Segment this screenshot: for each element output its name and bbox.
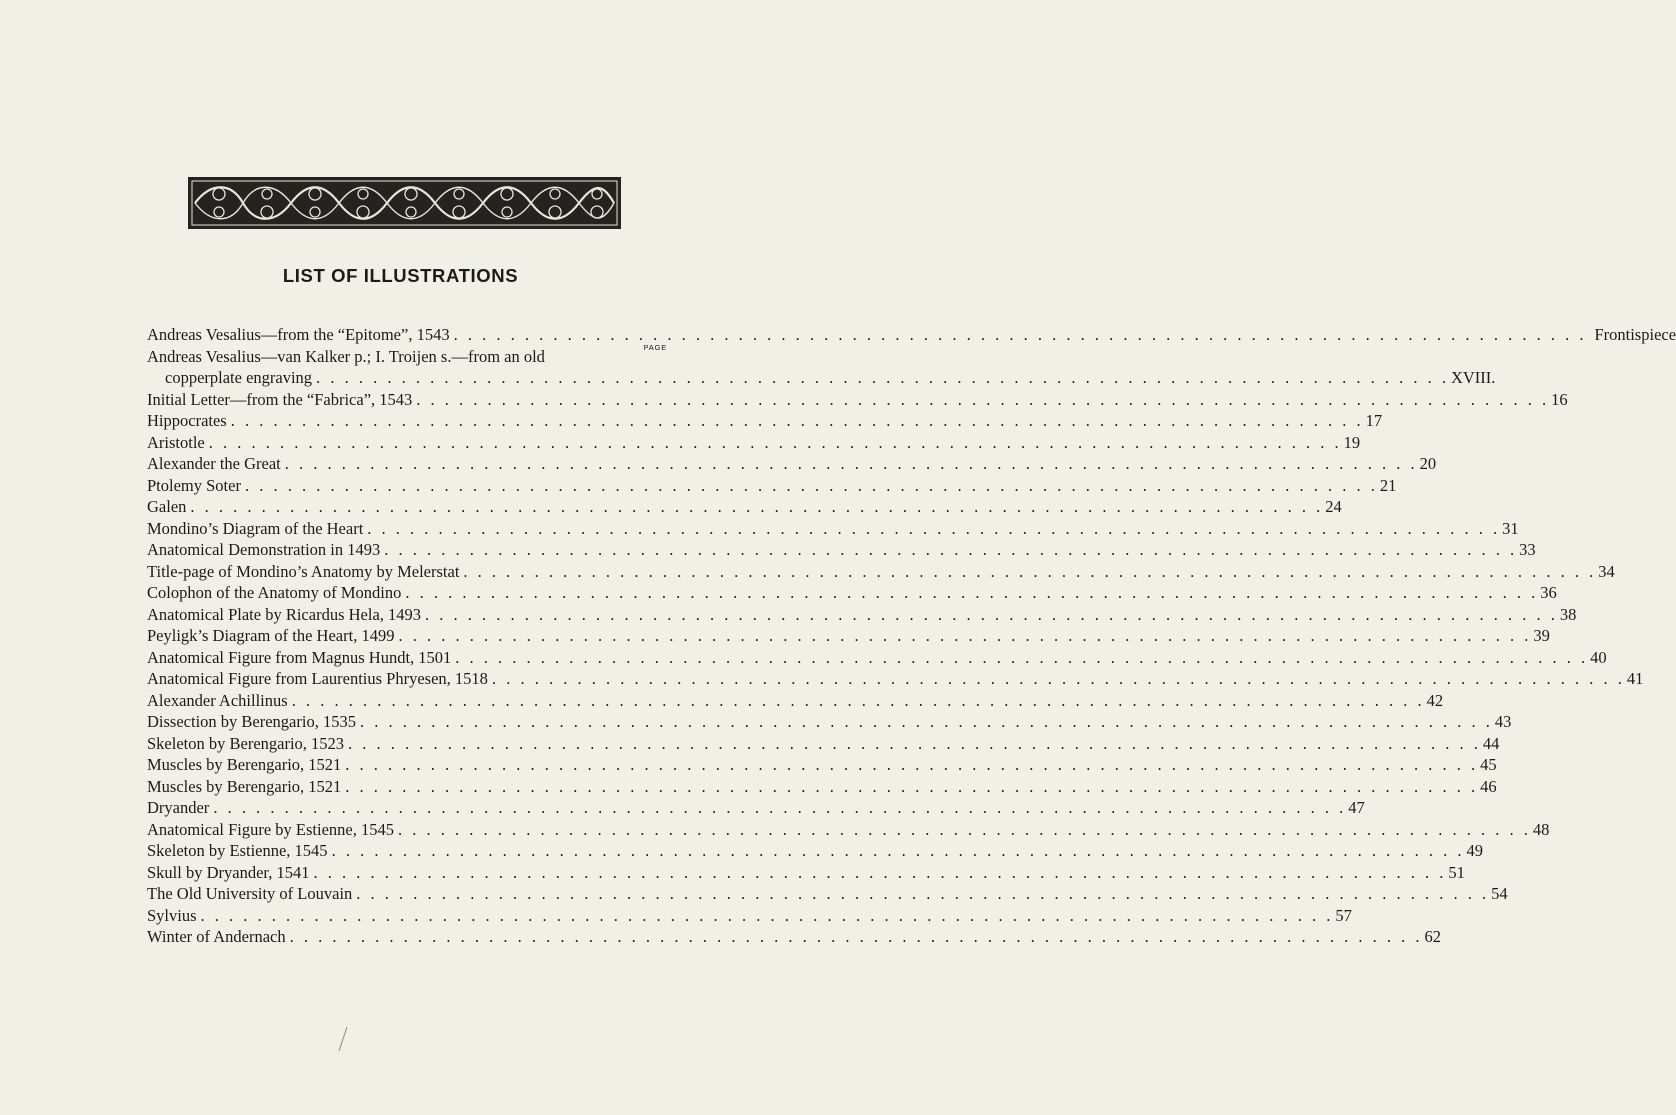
page-column-heading: PAGE <box>643 343 667 352</box>
leader-dots: . . . . . . . . . . . . . . . . . . . . . . . . . . . . . . . . . . . . . . . . . . . . . . . . . . . . . . . . . . . . . . . . . . . . . . . . . . . . . . . . <box>455 647 1589 667</box>
leader-dots: . . . . . . . . . . . . . . . . . . . . . . . . . . . . . . . . . . . . . . . . . . . . . . . . . . . . . . . . . . . . . . . . . . . . . . . . . . . . . . . . <box>316 368 1449 387</box>
list-item-label: The Old University of Louvain <box>147 884 353 903</box>
list-item <box>147 905 1352 927</box>
leader-dots: . . . . . . . . . . . . . . . . . . . . . . . . . . . . . . . . . . . . . . . . . . . . . . . . . . . . . . . . . . . . . . . . . . . . . . . . . . . . . . . . <box>463 561 1597 581</box>
list-item-page: 39 <box>1533 626 1550 645</box>
list-item <box>147 389 1568 411</box>
list-item-page: 51 <box>1448 862 1465 882</box>
list-item-page: 41 <box>1626 669 1644 688</box>
list-item <box>147 518 1519 540</box>
leader-dots: . . . . . . . . . . . . . . . . . . . . . . . . . . . . . . . . . . . . . . . . . . . . . . . . . . . . . . . . . . . . . . . . . . . . . . . . . . . . . . . . <box>313 862 1447 882</box>
list-item <box>147 582 1557 604</box>
list-item-page: 47 <box>1348 798 1365 817</box>
list-item-label: Winter of Andernach <box>147 927 286 946</box>
leader-dots: . . . . . . . . . . . . . . . . . . . . . . . . . . . . . . . . . . . . . . . . . . . . . . . . . . . . . . . . . . . . . . . . . . . . . . . . . . . . . . . . <box>291 690 1425 710</box>
list-item-page: 48 <box>1532 819 1550 839</box>
list-item-label: Peyligk’s Diagram of the Heart, 1499 <box>147 626 395 645</box>
list-item-page: 38 <box>1559 604 1577 624</box>
list-item-page: 33 <box>1519 540 1536 559</box>
list-item <box>147 819 1550 841</box>
leader-dots: . . . . . . . . . . . . . . . . . . . . . . . . . . . . . . . . . . . . . . . . . . . . . . . . . . . . . . . . . . . . . . . . . . . . . . . . . . . . . . . . <box>345 776 1479 796</box>
list-item <box>147 797 1365 819</box>
list-item-page: 62 <box>1424 927 1441 946</box>
leader-dots: . . . . . . . . . . . . . . . . . . . . . . . . . . . . . . . . . . . . . . . . . . . . . . . . . . . . . . . . . . . . . . . . . . . . . . . . . . . . . . . . <box>367 518 1501 538</box>
list-item-label: Anatomical Figure from Laurentius Phryesen, 1518 <box>147 669 488 688</box>
leader-dots: . . . . . . . . . . . . . . . . . . . . . . . . . . . . . . . . . . . . . . . . . . . . . . . . . . . . . . . . . . . . . . . . . . . . . . . . . . . . . . . . <box>359 712 1493 731</box>
list-item <box>147 754 1497 776</box>
list-item-page: 44 <box>1482 733 1500 753</box>
leader-dots: . . . . . . . . . . . . . . . . . . . . . . . . . . . . . . . . . . . . . . . . . . . . . . . . . . . . . . . . . . . . . . . . . . . . . . . . . . . . . . . . <box>230 411 1364 430</box>
list-item-label: Aristotle <box>147 432 205 452</box>
leader-dots: . . . . . . . . . . . . . . . . . . . . . . . . . . . . . . . . . . . . . . . . . . . . . . . . . . . . . . . . . . . . . . . . . . . . . . . . . . . . . . . . <box>398 626 1532 645</box>
leader-dots: . . . . . . . . . . . . . . . . . . . . . . . . . . . . . . . . . . . . . . . . . . . . . . . . . . . . . . . . . . . . . . . . . . . . . . . . . . . . . . . . <box>208 432 1342 452</box>
list-item <box>147 776 1497 798</box>
list-item-label: Sylvius <box>147 905 197 925</box>
list-item-page: 57 <box>1335 905 1352 925</box>
stray-pencil-mark-icon <box>337 1026 349 1052</box>
list-item <box>147 604 1577 626</box>
leader-dots: . . . . . . . . . . . . . . . . . . . . . . . . . . . . . . . . . . . . . . . . . . . . . . . . . . . . . . . . . . . . . . . . . . . . . . . . . . . . . . . . <box>405 583 1539 602</box>
leader-dots: . . . . . . . . . . . . . . . . . . . . . . . . . . . . . . . . . . . . . . . . . . . . . . . . . . . . . . . . . . . . . . . . . . . . . . . . . . . . . . . . <box>384 540 1518 559</box>
list-item-page: 24 <box>1325 497 1342 516</box>
list-item-label: Dissection by Berengario, 1535 <box>147 712 356 731</box>
list-item <box>147 432 1361 454</box>
list-item-label: Initial Letter—from the “Fabrica”, 1543 <box>147 389 413 409</box>
leader-dots: . . . . . . . . . . . . . . . . . . . . . . . . . . . . . . . . . . . . . . . . . . . . . . . . . . . . . . . . . . . . . . . . . . . . . . . . . . . . . . . . <box>453 325 1587 344</box>
page-title: LIST OF ILLUSTRATIONS <box>282 265 519 286</box>
list-item <box>147 625 1550 647</box>
list-item-label: Muscles by Berengario, 1521 <box>147 776 342 796</box>
list-item-label: Andreas Vesalius—van Kalker p.; I. Troijen s.—from an old <box>147 346 545 366</box>
leader-dots: . . . . . . . . . . . . . . . . . . . . . . . . . . . . . . . . . . . . . . . . . . . . . . . . . . . . . . . . . . . . . . . . . . . . . . . . . . . . . . . . <box>289 927 1423 946</box>
list-item <box>147 711 1512 733</box>
leader-dots: . . . . . . . . . . . . . . . . . . . . . . . . . . . . . . . . . . . . . . . . . . . . . . . . . . . . . . . . . . . . . . . . . . . . . . . . . . . . . . . . <box>416 389 1550 409</box>
leader-dots: . . . . . . . . . . . . . . . . . . . . . . . . . . . . . . . . . . . . . . . . . . . . . . . . . . . . . . . . . . . . . . . . . . . . . . . . . . . . . . . . <box>190 497 1324 516</box>
list-item <box>147 561 1615 583</box>
list-item-page: 16 <box>1551 389 1568 409</box>
list-item <box>147 840 1483 862</box>
list-item-page: XVIII. <box>1450 368 1496 387</box>
list-item-label: Muscles by Berengario, 1521 <box>147 755 342 774</box>
list-item <box>147 647 1607 669</box>
leader-dots: . . . . . . . . . . . . . . . . . . . . . . . . . . . . . . . . . . . . . . . . . . . . . . . . . . . . . . . . . . . . . . . . . . . . . . . . . . . . . . . . <box>331 841 1465 860</box>
list-item-page: 49 <box>1466 841 1483 860</box>
leader-dots: . . . . . . . . . . . . . . . . . . . . . . . . . . . . . . . . . . . . . . . . . . . . . . . . . . . . . . . . . . . . . . . . . . . . . . . . . . . . . . . . <box>425 604 1558 624</box>
list-item-page: 42 <box>1426 690 1444 710</box>
leader-dots: . . . . . . . . . . . . . . . . . . . . . . . . . . . . . . . . . . . . . . . . . . . . . . . . . . . . . . . . . . . . . . . . . . . . . . . . . . . . . . . . <box>348 733 1481 753</box>
leader-dots: . . . . . . . . . . . . . . . . . . . . . . . . . . . . . . . . . . . . . . . . . . . . . . . . . . . . . . . . . . . . . . . . . . . . . . . . . . . . . . . . <box>491 669 1625 688</box>
leader-dots: . . . . . . . . . . . . . . . . . . . . . . . . . . . . . . . . . . . . . . . . . . . . . . . . . . . . . . . . . . . . . . . . . . . . . . . . . . . . . . . . <box>200 905 1334 925</box>
list-item-page: 21 <box>1379 475 1397 495</box>
list-item <box>147 410 1383 432</box>
list-item <box>147 883 1508 905</box>
list-item <box>147 475 1397 497</box>
list-item-page: 20 <box>1419 454 1437 473</box>
list-item-page: Frontispiece <box>1594 325 1676 344</box>
list-item-label: Anatomical Figure by Estienne, 1545 <box>147 819 394 839</box>
list-item-page: 46 <box>1480 776 1497 796</box>
list-item <box>147 453 1437 475</box>
list-item <box>147 324 1676 346</box>
ornamental-banner-icon <box>188 177 621 229</box>
list-item <box>147 733 1500 755</box>
list-item-label: Anatomical Plate by Ricardus Hela, 1493 <box>147 604 422 624</box>
list-item <box>147 926 1441 948</box>
leader-dots: . . . . . . . . . . . . . . . . . . . . . . . . . . . . . . . . . . . . . . . . . . . . . . . . . . . . . . . . . . . . . . . . . . . . . . . . . . . . . . . . <box>356 884 1490 903</box>
list-item-page: 19 <box>1343 432 1361 452</box>
list-item-label: Galen <box>147 497 187 516</box>
list-item <box>147 668 1644 690</box>
list-item-label: Mondino’s Diagram of the Heart <box>147 518 364 538</box>
list-item-label-continued: copperplate engraving <box>165 368 313 387</box>
list-item-page: 40 <box>1590 647 1607 667</box>
list-item <box>147 539 1536 561</box>
list-item-label: Ptolemy Soter <box>147 475 241 495</box>
list-item-page: 45 <box>1480 755 1497 774</box>
illustrations-list <box>147 324 1676 948</box>
list-item <box>147 862 1465 884</box>
list-item-label: Skeleton by Berengario, 1523 <box>147 733 345 753</box>
list-item <box>147 690 1444 712</box>
list-item-page: 34 <box>1598 561 1615 581</box>
list-item <box>147 496 1342 518</box>
list-item-label: Colophon of the Anatomy of Mondino <box>147 583 402 602</box>
leader-dots: . . . . . . . . . . . . . . . . . . . . . . . . . . . . . . . . . . . . . . . . . . . . . . . . . . . . . . . . . . . . . . . . . . . . . . . . . . . . . . . . <box>244 475 1378 495</box>
list-item-page: 43 <box>1494 712 1512 731</box>
list-item-label: Anatomical Demonstration in 1493 <box>147 540 381 559</box>
list-item-label: Hippocrates <box>147 411 227 430</box>
list-item-label: Dryander <box>147 798 210 817</box>
list-item-label: Anatomical Figure from Magnus Hundt, 1501 <box>147 647 452 667</box>
list-item-label: Alexander Achillinus <box>147 690 288 710</box>
leader-dots: . . . . . . . . . . . . . . . . . . . . . . . . . . . . . . . . . . . . . . . . . . . . . . . . . . . . . . . . . . . . . . . . . . . . . . . . . . . . . . . . <box>398 819 1531 839</box>
list-item-label: Skull by Dryander, 1541 <box>147 862 310 882</box>
list-item-page: 36 <box>1540 583 1557 602</box>
list-item-label: Alexander the Great <box>147 454 281 473</box>
leader-dots: . . . . . . . . . . . . . . . . . . . . . . . . . . . . . . . . . . . . . . . . . . . . . . . . . . . . . . . . . . . . . . . . . . . . . . . . . . . . . . . . <box>345 755 1479 774</box>
leader-dots: . . . . . . . . . . . . . . . . . . . . . . . . . . . . . . . . . . . . . . . . . . . . . . . . . . . . . . . . . . . . . . . . . . . . . . . . . . . . . . . . <box>284 454 1418 473</box>
list-item-label: Andreas Vesalius—from the “Epitome”, 1543 <box>147 325 450 344</box>
leader-dots: . . . . . . . . . . . . . . . . . . . . . . . . . . . . . . . . . . . . . . . . . . . . . . . . . . . . . . . . . . . . . . . . . . . . . . . . . . . . . . . . <box>213 798 1347 817</box>
list-item-page: 17 <box>1365 411 1383 430</box>
list-item-label: Title-page of Mondino’s Anatomy by Melerstat <box>147 561 460 581</box>
list-item-page: 31 <box>1502 518 1519 538</box>
list-item-page: 54 <box>1491 884 1508 903</box>
list-item-label: Skeleton by Estienne, 1545 <box>147 841 328 860</box>
